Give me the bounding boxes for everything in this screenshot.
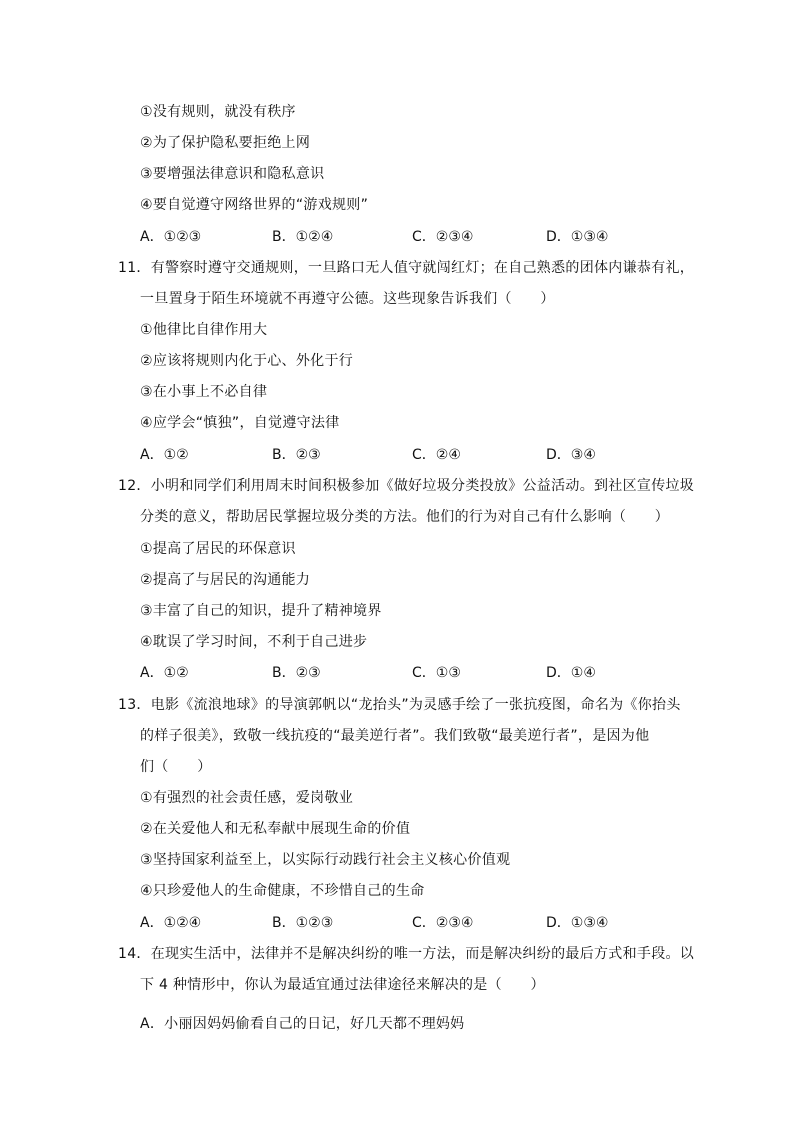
q13-stem-line-2: 的样子很美》，致敬一线抗疫的“最美逆行者”。我们致敬“最美逆行者”，是因为他 xyxy=(140,728,650,744)
q13-stem-line-3: 们（ ） xyxy=(140,759,212,775)
q13-statement-3: ③坚持国家利益至上，以实际行动践行社会主义核心价值观 xyxy=(140,852,511,868)
q11-statement-2: ②应该将规则内化于心、外化于行 xyxy=(140,353,354,369)
q12-statement-4: ④耽误了学习时间，不利于自己进步 xyxy=(140,634,368,650)
q12-option-c: C．①③ xyxy=(412,665,461,681)
q13-option-b: B．①②③ xyxy=(272,915,334,931)
q13-option-a: A．①②④ xyxy=(140,915,202,931)
q12-statement-1: ①提高了居民的环保意识 xyxy=(140,541,296,557)
q10-option-a: A．①②③ xyxy=(140,229,202,245)
q12-statement-2: ②提高了与居民的沟通能力 xyxy=(140,572,311,588)
q13-statement-1: ①有强烈的社会责任感，爱岗敬业 xyxy=(140,790,354,806)
q11-statement-1: ①他律比自律作用大 xyxy=(140,322,268,338)
q11-option-b: B．②③ xyxy=(272,447,321,463)
q14-stem-line-2: 下 4 种情形中，你认为最适宜通过法律途径来解决的是（ ） xyxy=(140,977,545,993)
q14-option-a: A．小丽因妈妈偷看自己的日记，好几天都不理妈妈 xyxy=(140,1016,465,1032)
q11-stem-line-1: 11．有警察时遵守交通规则，一旦路口无人值守就闯红灯；在自己熟悉的团体内谦恭有礼， xyxy=(118,260,695,276)
q10-statement-4: ④要自觉遵守网络世界的“游戏规则” xyxy=(140,197,369,213)
q10-statement-2: ②为了保护隐私要拒绝上网 xyxy=(140,135,311,151)
q11-statement-4: ④应学会“慎独”，自觉遵守法律 xyxy=(140,415,340,431)
q13-statement-2: ②在关爱他人和无私奉献中展现生命的价值 xyxy=(140,821,411,837)
q12-option-d: D．①④ xyxy=(546,665,596,681)
q13-option-c: C．②③④ xyxy=(412,915,474,931)
q13-stem-line-1: 13．电影《流浪地球》的导演郭帆以“龙抬头”为灵感手绘了一张抗疫图，命名为《你抬头 xyxy=(118,697,681,713)
q14-stem-line-1: 14．在现实生活中，法律并不是解决纠纷的唯一方法，而是解决纠纷的最后方式和手段。以 xyxy=(118,946,695,962)
q11-option-d: D．③④ xyxy=(546,447,596,463)
q13-statement-4: ④只珍爱他人的生命健康，不珍惜自己的生命 xyxy=(140,883,425,899)
q11-option-a: A．①② xyxy=(140,447,189,463)
q12-stem-line-1: 12．小明和同学们利用周末时间积极参加《做好垃圾分类投放》公益活动。到社区宣传垃圾 xyxy=(118,478,695,494)
q12-stem-line-2: 分类的意义，帮助居民掌握垃圾分类的方法。他们的行为对自己有什么影响（ ） xyxy=(140,509,670,525)
q11-option-c: C．②④ xyxy=(412,447,461,463)
q12-statement-3: ③丰富了自己的知识，提升了精神境界 xyxy=(140,603,382,619)
q10-option-d: D．①③④ xyxy=(546,229,609,245)
q10-option-b: B．①②④ xyxy=(272,229,334,245)
q11-stem-line-2: 一旦置身于陌生环境就不再遵守公德。这些现象告诉我们（ ） xyxy=(140,291,555,307)
q13-option-d: D．①③④ xyxy=(546,915,609,931)
q10-statement-3: ③要增强法律意识和隐私意识 xyxy=(140,166,325,182)
q10-option-c: C．②③④ xyxy=(412,229,474,245)
q11-statement-3: ③在小事上不必自律 xyxy=(140,384,268,400)
q12-option-b: B．②③ xyxy=(272,665,321,681)
q10-statement-1: ①没有规则，就没有秩序 xyxy=(140,104,296,120)
q12-option-a: A．①② xyxy=(140,665,189,681)
